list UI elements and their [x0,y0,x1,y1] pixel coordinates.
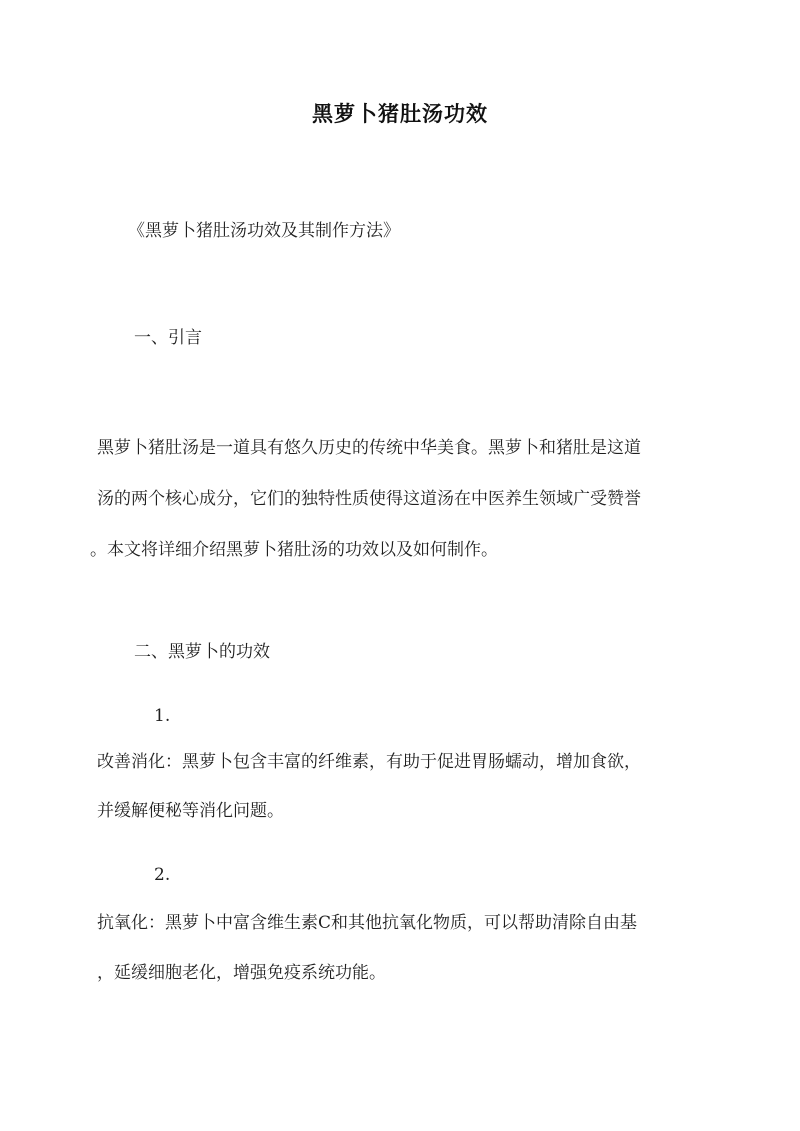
list-item-1-line-1: 改善消化：黑萝卜包含丰富的纤维素，有助于促进胃肠蠕动，增加食欲， [97,752,641,772]
intro-paragraph-line-2: 汤的两个核心成分，它们的独特性质使得这道汤在中医养生领域广受赞誉 [97,489,641,509]
list-item-number-2: 2. [154,865,171,885]
list-item-2-line-1: 抗氧化：黑萝卜中富含维生素C和其他抗氧化物质，可以帮助清除自由基 [97,913,638,933]
document-title: 黑萝卜猪肚汤功效 [312,101,488,126]
intro-paragraph-line-1: 黑萝卜猪肚汤是一道具有悠久历史的传统中华美食。黑萝卜和猪肚是这道 [97,438,641,458]
intro-paragraph-line-3: 。本文将详细介绍黑萝卜猪肚汤的功效以及如何制作。 [90,540,498,560]
list-item-2-line-2: ，延缓细胞老化，增强免疫系统功能。 [97,963,386,983]
document-subtitle: 《黑萝卜猪肚汤功效及其制作方法》 [128,221,400,241]
section-heading-black-radish-benefits: 二、黑萝卜的功效 [134,642,270,662]
section-heading-introduction: 一、引言 [134,328,202,348]
list-item-number-1: 1. [154,706,171,726]
list-item-1-line-2: 并缓解便秘等消化问题。 [97,801,284,821]
